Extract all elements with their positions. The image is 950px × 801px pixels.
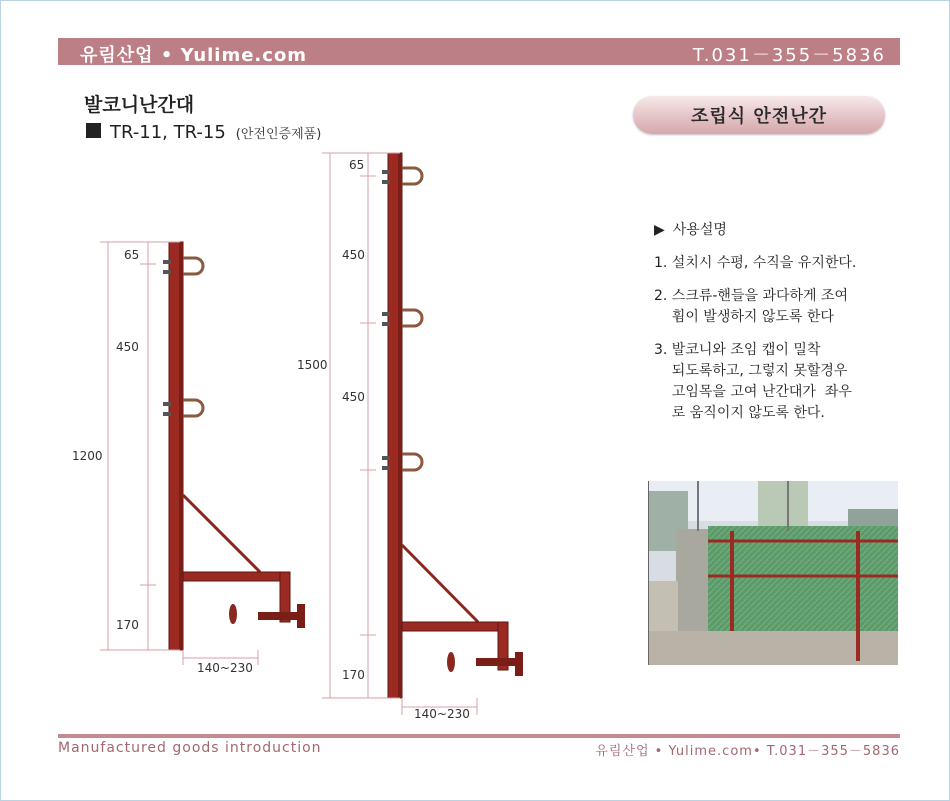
dim-right-top: 65 [349, 158, 365, 172]
usage-heading-text: 사용설명 [672, 222, 727, 238]
dim-right-bottom: 170 [342, 668, 365, 682]
usage-item-2: 2. 스크류-핸들을 과다하게 조여 휨이 발생하지 않도록 한다 [654, 288, 849, 325]
brand-text[interactable]: 유림산업 • Yulime.com [80, 45, 308, 66]
dim-right-total: 1500 [297, 358, 328, 372]
product-badge: 조립식 안전난간 [633, 96, 885, 134]
usage-item-1: 1. 설치시 수평, 수직을 유지한다. [654, 255, 857, 271]
usage-instructions [654, 220, 856, 436]
dim-left-top: 65 [124, 248, 140, 262]
dim-left-total: 1200 [72, 449, 103, 463]
usage-heading [654, 220, 856, 241]
footer-contact: 유림산업 • Yulime.com• T.031－355－5836 [595, 744, 900, 759]
installation-photo-graphic [648, 481, 898, 665]
installation-photo [648, 481, 898, 665]
model-numbers: TR-11, TR-15 [110, 122, 226, 143]
dim-left-bottom: 170 [116, 618, 139, 632]
footer-tagline: Manufactured goods introduction [58, 740, 322, 756]
footer-rule [58, 734, 900, 738]
certification-note: (안전인증제품) [235, 127, 322, 142]
railing-tr11-illustration [163, 242, 305, 650]
usage-item-3: 3. 발코니와 조임 캡이 밀착 되도록하고, 그렇지 못할경우 고임목을 고여 난간대가 좌우 로 움직이지 않도록 한다. [654, 342, 852, 421]
dim-right-clamp: 140~230 [414, 707, 470, 721]
triangle-bullet-icon: ▶ [654, 222, 665, 238]
phone-number: T.031－355－5836 [692, 45, 886, 66]
page-title: 발코니난간대 [84, 94, 195, 116]
dim-right-upper: 450 [342, 248, 365, 262]
railing-tr15-illustration [382, 153, 523, 698]
dim-left-clamp: 140~230 [197, 661, 253, 675]
dim-right-middle: 450 [342, 390, 365, 404]
dim-left-upper: 450 [116, 340, 139, 354]
